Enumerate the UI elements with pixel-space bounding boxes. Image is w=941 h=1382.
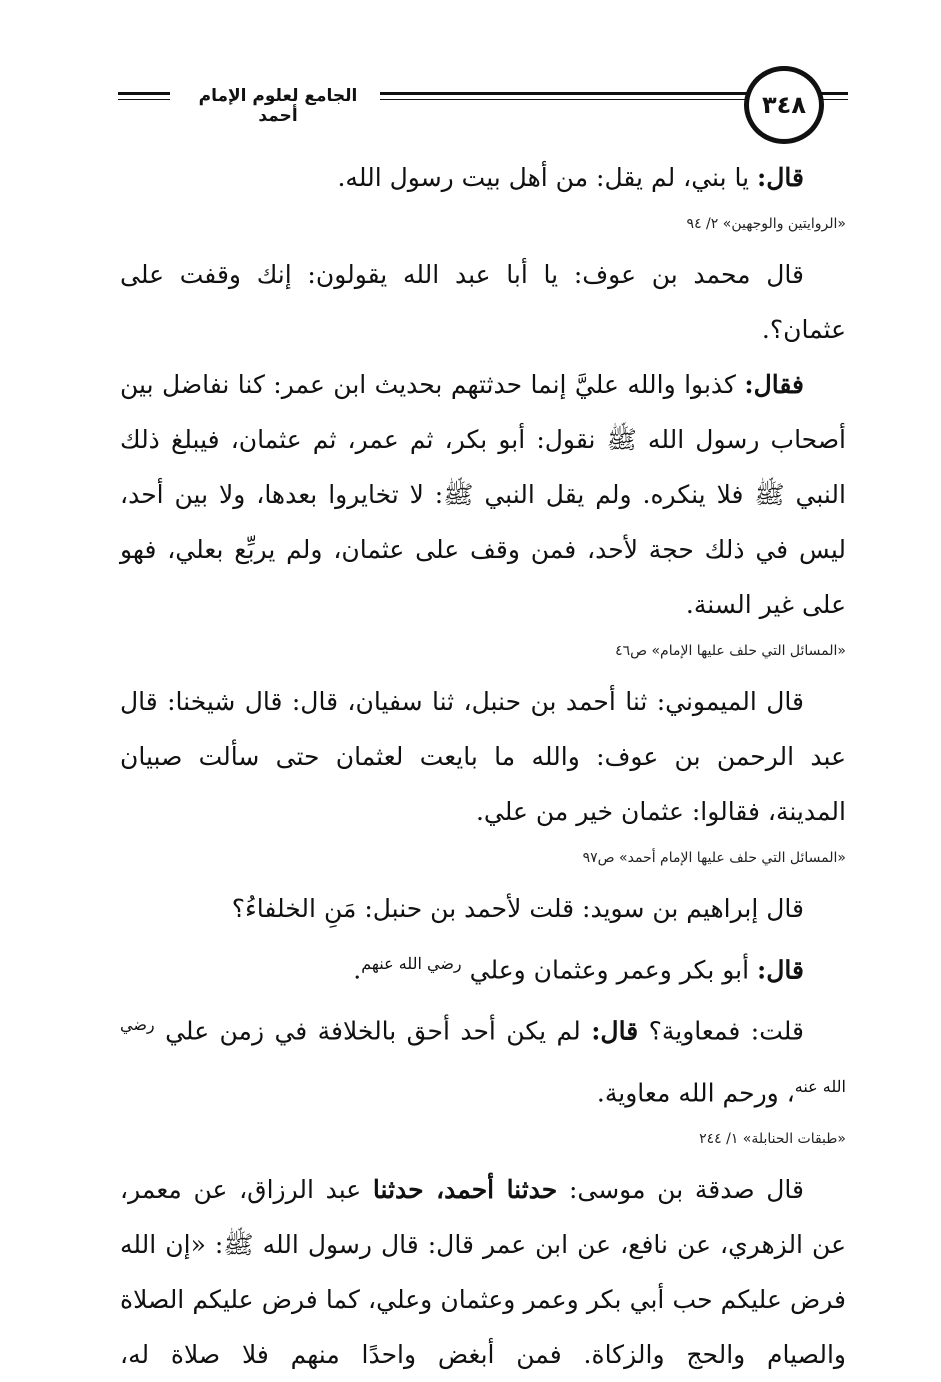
header-rule-mid [380, 92, 748, 95]
page-number: ٣٤٨ [762, 91, 806, 119]
paragraph-3 [120, 357, 846, 632]
speaker-label: قال: [757, 163, 804, 192]
running-title: الجامع لعلوم الإمام أحمد [178, 86, 378, 126]
paragraph-5 [120, 881, 846, 936]
paragraph-1 [120, 150, 846, 205]
paragraph-text: لم يكن أحد أحق بالخلافة في زمن علي [154, 1016, 592, 1046]
speaker-label: فقال: [744, 370, 804, 399]
paragraph-text: كذبوا والله عليَّ إنما حدثتهم بحديث ابن عمر: كنا نفاضل بين أصحاب رسول الله ﷺ نقول: أبو بكر، ثم عمر، ثم عثمان، فيبلغ ذلك النبي ﷺ فلا ينكره. ولم يقل النبي ﷺ: لا تخايروا بعدها، ولا بين أحد، ليس في ذلك حجة لأحد، فمن وقف على عثمان، ولم يربِّع بعلي، فهو على غير السنة. [120, 370, 846, 619]
paragraph-6 [120, 936, 846, 997]
paragraph-text: قال محمد بن عوف: يا أبا عبد الله يقولون: إنك وقفت على عثمان؟. [120, 260, 846, 344]
paragraph-end: . [353, 955, 362, 985]
page-content [120, 150, 846, 1382]
paragraph-text: يا بني، لم يقل: من أهل بيت رسول الله. [337, 163, 758, 192]
paragraph-pre: قال صدقة بن موسى: [557, 1174, 804, 1204]
paragraph-7 [120, 997, 846, 1120]
paragraph-4 [120, 674, 846, 839]
page-header [118, 66, 848, 146]
paragraph-text: قال الميموني: ثنا أحمد بن حنبل، ثنا سفيان، قال: قال شيخنا: قال عبد الرحمن بن عوف: والله ما بايعت لعثمان حتى سألت صبيان المدينة، فقالوا: عثمان خير من علي. [120, 687, 846, 826]
paragraph-end: ، ورحم الله معاوية. [596, 1077, 795, 1107]
header-rule-mid-thin [380, 99, 748, 100]
paragraph-text: قال إبراهيم بن سويد: قلت لأحمد بن حنبل: مَنِ الخلفاءُ؟ [231, 894, 804, 923]
source-citation-1: «الروايتين والوجهين» ٢/ ٩٤ [686, 216, 846, 232]
paragraph-2 [120, 247, 846, 357]
source-citation-4: «طبقات الحنابلة» ١/ ٢٤٤ [699, 1130, 846, 1147]
source-citation-2: «المسائل التي حلف عليها الإمام» ص٤٦ [615, 643, 846, 659]
header-rule-left-thin [118, 99, 170, 100]
speaker-label: قال: [591, 1016, 639, 1046]
honorific-glyph: رضي الله عنهم [361, 954, 462, 973]
paragraph-text: عبد الرزاق، عن معمر، عن الزهري، عن نافع، عن ابن عمر قال: قال رسول الله ﷺ: «إن الله فرض عليكم حب أبي بكر وعمر وعثمان وعلي، كما فرض عليكم الصلاة والصيام والحج والزكاة. فمن أبغض واحدًا منهم فلا صلاة له، [120, 1174, 846, 1369]
speaker-label: قال: [757, 955, 804, 985]
paragraph-pre: قلت: فمعاوية؟ [638, 1016, 804, 1046]
paragraph-8 [120, 1162, 846, 1382]
paragraph-text: أبو بكر وعمر وعثمان وعلي [461, 955, 758, 985]
source-citation-3: «المسائل التي حلف عليها الإمام أحمد» ص٩٧ [582, 850, 846, 866]
header-rule-left [118, 92, 170, 95]
narrator-chain: حدثنا أحمد، حدثنا [372, 1174, 558, 1204]
page-number-badge [744, 66, 824, 144]
honorific-glyph: رضي الله عنه [120, 1015, 846, 1096]
